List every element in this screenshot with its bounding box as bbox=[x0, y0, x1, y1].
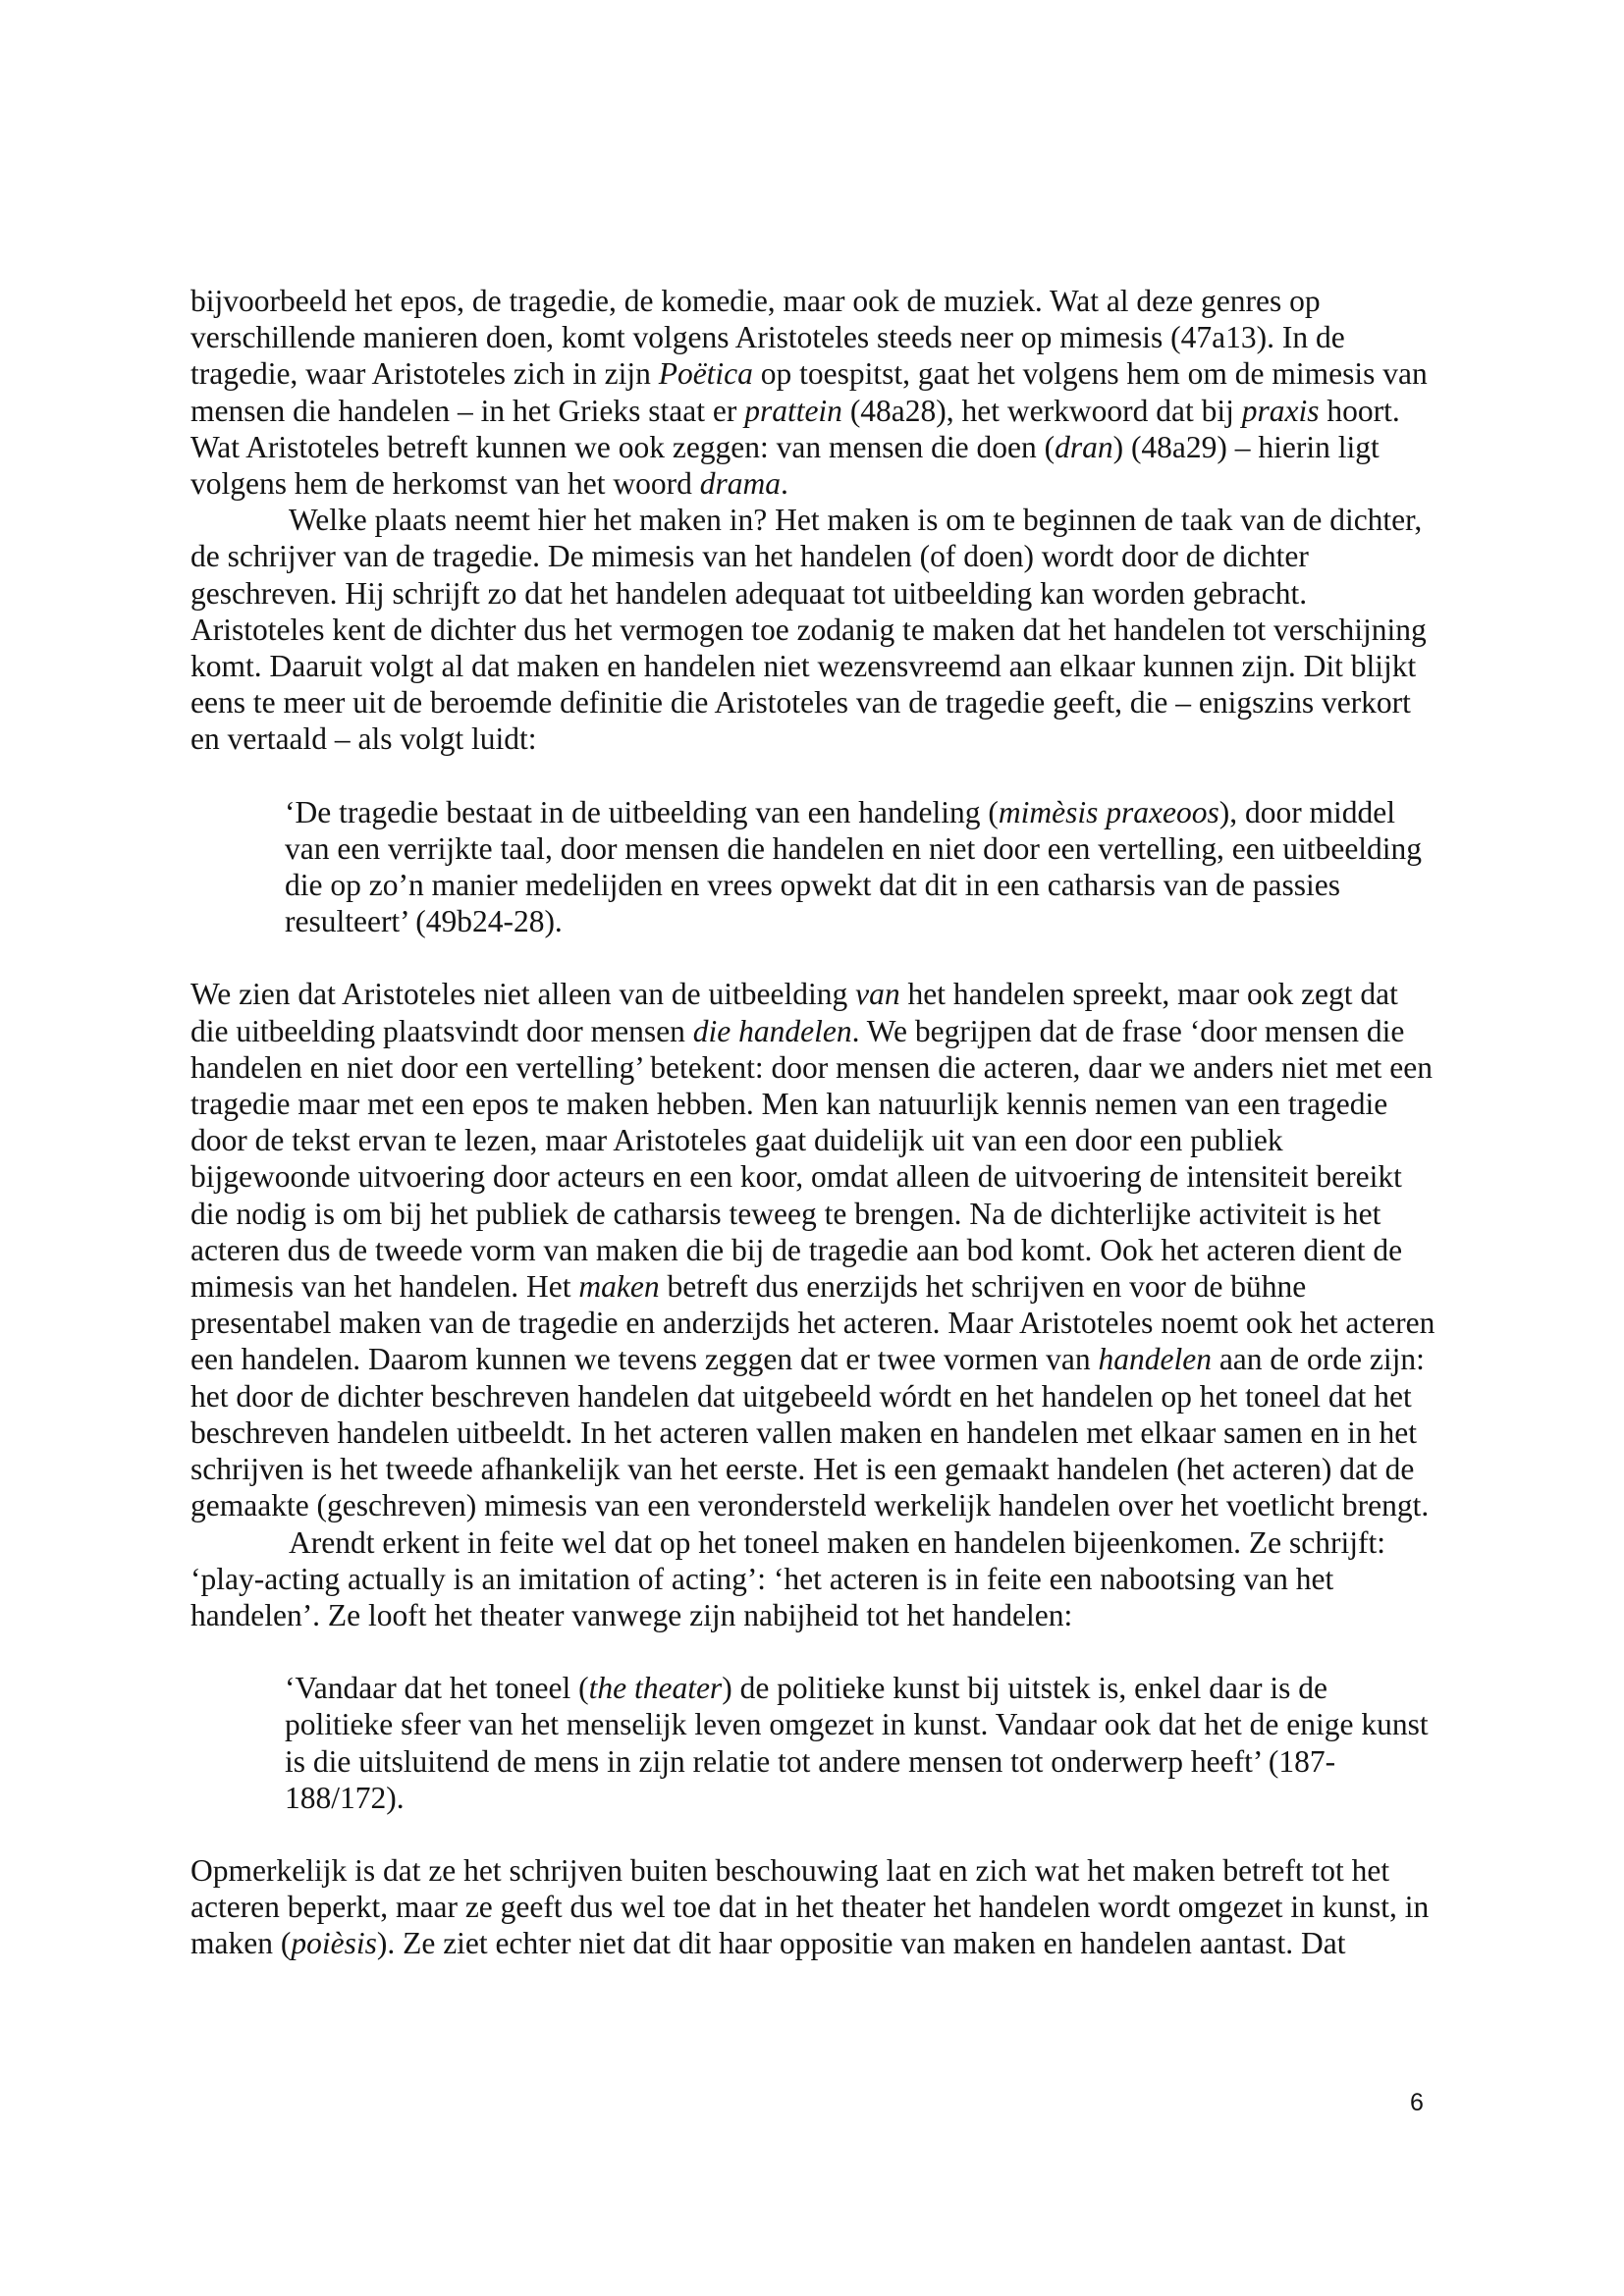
paragraph-indented bbox=[190, 1524, 1435, 1634]
text-run: ‘De tragedie bestaat in de uitbeelding van een handeling ( bbox=[285, 794, 999, 829]
italic-run: prattein bbox=[744, 393, 842, 428]
text-run: ), door middel van een verrijkte taal, door mensen die handelen en niet door een vertelling, een uitbeelding die op zo’n manier medelijden en vrees opwekt dat dit in een catharsis van de passies resulteert’ (49b24-28). bbox=[285, 794, 1423, 939]
paragraph bbox=[190, 1852, 1435, 1962]
block-quote bbox=[285, 1670, 1435, 1816]
document-page bbox=[190, 283, 1435, 1962]
text-run: aan de orde zijn: het door de dichter beschreven handelen dat uitgebeeld wórdt en het handelen op het toneel dat het beschreven handelen uitbeeldt. In het acteren vallen maken en handelen met elkaar samen en in het schrijven is het tweede afhankelijk van het eerste. Het is een gemaakt handelen (het acteren) dat de gemaakte (geschreven) mimesis van een verondersteld werkelijk handelen over het voetlicht brengt. bbox=[190, 1342, 1430, 1523]
text-run: betreft dus enerzijds het schrijven en voor de bühne presentabel maken van de tragedie en anderzijds het acteren. Maar Aristoteles noemt ook het acteren een handelen. Daarom kunnen we tevens zeggen dat er twee vormen van bbox=[190, 1269, 1435, 1377]
italic-run: poièsis bbox=[291, 1926, 377, 1961]
text-run: het handelen spreekt, maar ook zegt dat die uitbeelding plaatsvindt door mensen bbox=[190, 977, 1398, 1048]
italic-run: praxis bbox=[1241, 393, 1320, 428]
italic-run: handelen bbox=[1098, 1342, 1212, 1377]
text-run: ) (48a29) – hierin ligt volgens hem de herkomst van het woord bbox=[190, 429, 1380, 502]
text-run: . We begrijpen dat de frase ‘door mensen die handelen en niet door een vertelling’ betekent: door mensen die acteren, daar we anders niet met een tragedie maar met een epos te maken hebben. Men kan natuurlijk kennis nemen van een tragedie door de tekst ervan te lezen, maar Aristoteles gaat duidelijk uit van een door een publiek bijgewoonde uitvoering door acteurs en een koor, omdat alleen de uitvoering de intensiteit bereikt die nodig is om bij het publiek de catharsis teweeg te brengen. Na de dichterlijke activiteit is het acteren dus de tweede vorm van maken die bij de tragedie aan bod komt. Ook het acteren dient de mimesis van het handelen. Het bbox=[190, 1013, 1433, 1305]
italic-run: mimèsis praxeoos bbox=[998, 794, 1219, 829]
text-run: bijvoorbeeld het epos, de tragedie, de komedie, maar ook de muziek. Wat al deze genres op verschillende manieren doen, komt volgens Aristoteles steeds neer op mimesis (47a13). In de tragedie, waar Aristoteles zich in zijn bbox=[190, 284, 1345, 392]
page-number: 6 bbox=[1410, 2089, 1424, 2116]
text-run: Welke plaats neemt hier het maken in? Het maken is om te beginnen de taak van de dichter, de schrijver van de tragedie. De mimesis van het handelen (of doen) wordt door de dichter geschreven. Hij schrijft zo dat het handelen adequaat tot uitbeelding kan worden gebracht. Aristoteles kent de dichter dus het vermogen toe zodanig te maken dat het handelen tot verschijning komt. Daaruit volgt al dat maken en handelen niet wezensvreemd aan elkaar kunnen zijn. Dit blijkt eens te meer uit de beroemde definitie die Aristoteles van de tragedie geeft, die – enigszins verkort en vertaald – als volgt luidt: bbox=[190, 503, 1427, 757]
italic-run: die handelen bbox=[692, 1013, 852, 1048]
italic-run: maken bbox=[578, 1269, 660, 1305]
italic-run: the theater bbox=[588, 1671, 723, 1706]
text-run: (48a28), het werkwoord dat bij bbox=[841, 393, 1242, 428]
italic-run: Poëtica bbox=[658, 356, 753, 392]
paragraph bbox=[190, 283, 1435, 502]
italic-run: drama bbox=[699, 466, 782, 502]
text-run: Opmerkelijk is dat ze het schrijven buiten beschouwing laat en zich wat het maken betreft tot het acteren beperkt, maar ze geeft dus wel toe dat in het theater het handelen wordt omgezet in kunst, in maken ( bbox=[190, 1852, 1430, 1961]
paragraph bbox=[190, 976, 1435, 1523]
block-quote bbox=[285, 794, 1435, 940]
text-run: ) de politieke kunst bij uitstek is, enkel daar is de politieke sfeer van het menselijk leven omgezet in kunst. Vandaar ook dat het de enige kunst is die uitsluitend de mens in zijn relatie tot andere mensen tot onderwerp heeft’ (187-188/172). bbox=[285, 1671, 1429, 1815]
text-run: ‘Vandaar dat het toneel ( bbox=[285, 1671, 589, 1706]
italic-run: dran bbox=[1055, 429, 1113, 464]
text-run: . bbox=[781, 466, 788, 502]
text-run: hoort. Wat Aristoteles betreft kunnen we ook zeggen: van mensen die doen ( bbox=[190, 393, 1400, 464]
italic-run: van bbox=[855, 977, 900, 1012]
paragraph-indented bbox=[190, 502, 1435, 757]
text-run: Arendt erkent in feite wel dat op het toneel maken en handelen bijeenkomen. Ze schrijft: ‘play-acting actually is an imitation of acting’: ‘het acteren is in feite een nabootsing van het handelen’. Ze looft het theater vanwege zijn nabijheid tot het handelen: bbox=[190, 1524, 1385, 1632]
text-run: op toespitst, gaat het volgens hem om de mimesis van mensen die handelen – in het Grieks staat er bbox=[190, 356, 1428, 428]
text-run: ). Ze ziet echter niet dat dit haar oppositie van maken en handelen aantast. Dat bbox=[376, 1926, 1346, 1961]
text-run: We zien dat Aristoteles niet alleen van de uitbeelding bbox=[190, 977, 856, 1012]
